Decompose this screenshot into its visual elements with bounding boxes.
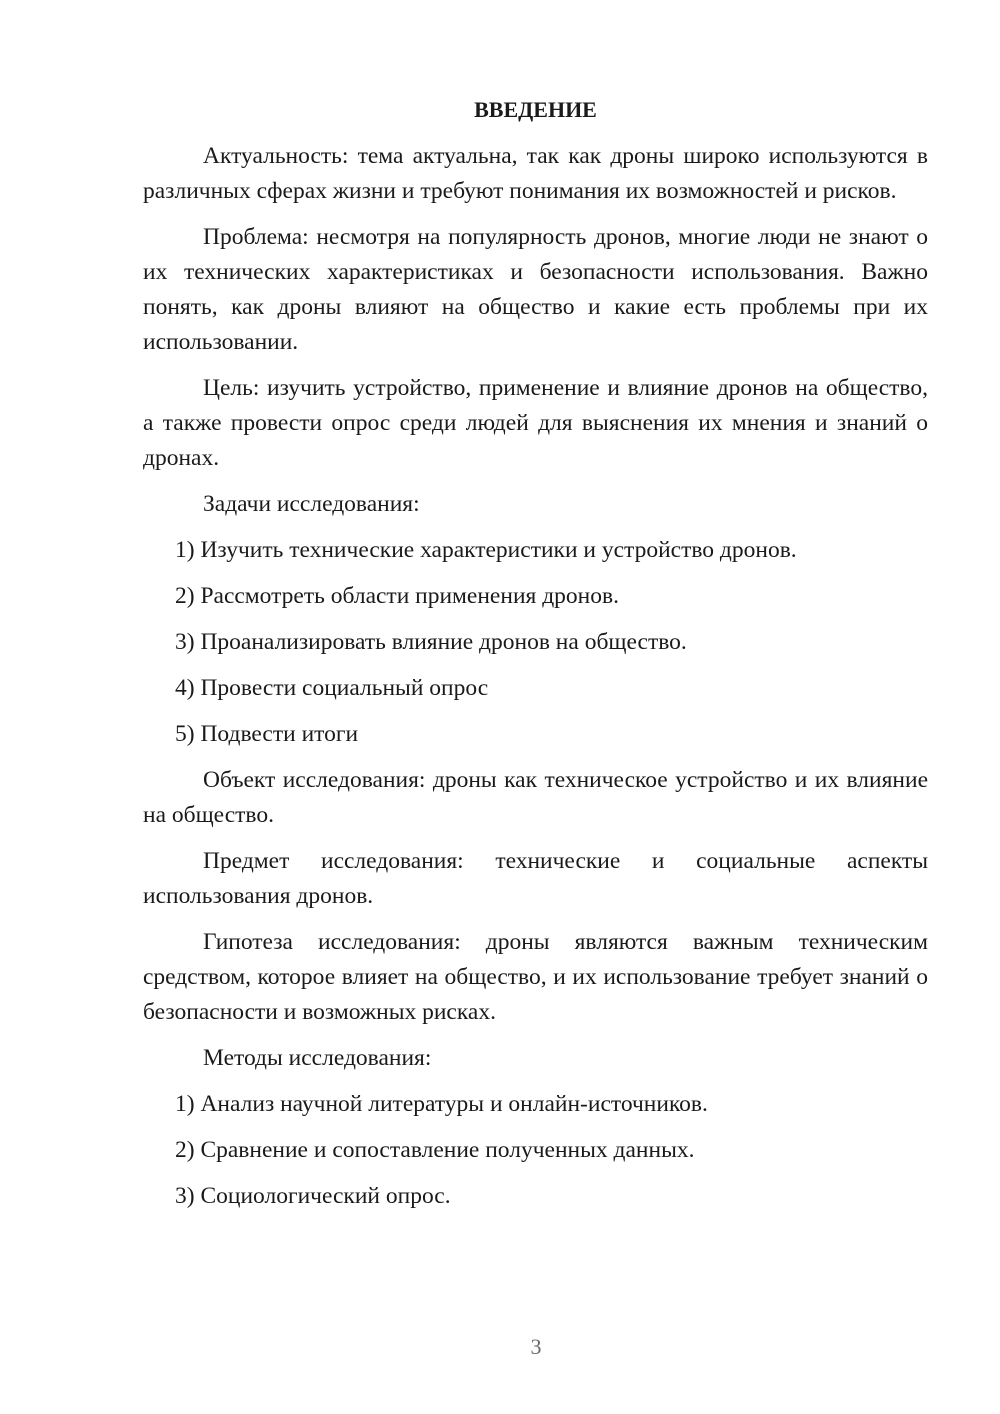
subject-paragraph: Предмет исследования: технические и социальные аспекты использования дронов. xyxy=(143,848,928,909)
method-item: 3) Социологический опрос. xyxy=(175,1183,451,1209)
task-item: 3) Проанализировать влияние дронов на общество. xyxy=(175,629,687,655)
methods-list xyxy=(143,1087,928,1214)
tasks-title: Задачи исследования: xyxy=(203,491,420,517)
relevance-paragraph: Актуальность: тема актуальна, так как дроны широко используются в различных сферах жизни и требуют понимания их возможностей и рисков. xyxy=(143,143,928,204)
task-item: 5) Подвести итоги xyxy=(175,721,359,747)
methods-title: Методы исследования: xyxy=(203,1045,432,1071)
section-heading: ВВЕДЕНИЕ xyxy=(474,97,597,122)
method-item: 2) Сравнение и сопоставление полученных данных. xyxy=(175,1137,695,1163)
page-number: 3 xyxy=(530,1334,542,1359)
method-item: 1) Анализ научной литературы и онлайн-источников. xyxy=(175,1091,708,1117)
task-item: 4) Провести социальный опрос xyxy=(175,675,489,701)
task-item: 1) Изучить технические характеристики и устройство дронов. xyxy=(175,537,797,563)
object-paragraph: Объект исследования: дроны как техническое устройство и их влияние на общество. xyxy=(143,767,928,828)
hypothesis-paragraph: Гипотеза исследования: дроны являются важным техническим средством, которое влияет на общество, и их использование требует знаний о безопасности и возможных рисках. xyxy=(143,929,928,1025)
goal-paragraph: Цель: изучить устройство, применение и влияние дронов на общество, а также провести опрос среди людей для выяснения их мнения и знаний о дронах. xyxy=(143,375,928,471)
tasks-list xyxy=(143,533,928,752)
task-item: 2) Рассмотреть области применения дронов. xyxy=(175,583,619,609)
document-body xyxy=(143,95,928,1225)
problem-paragraph: Проблема: несмотря на популярность дронов, многие люди не знают о их технических характеристиках и безопасности использования. Важно понять, как дроны влияют на общество и какие есть проблемы при их использовании. xyxy=(143,224,928,355)
